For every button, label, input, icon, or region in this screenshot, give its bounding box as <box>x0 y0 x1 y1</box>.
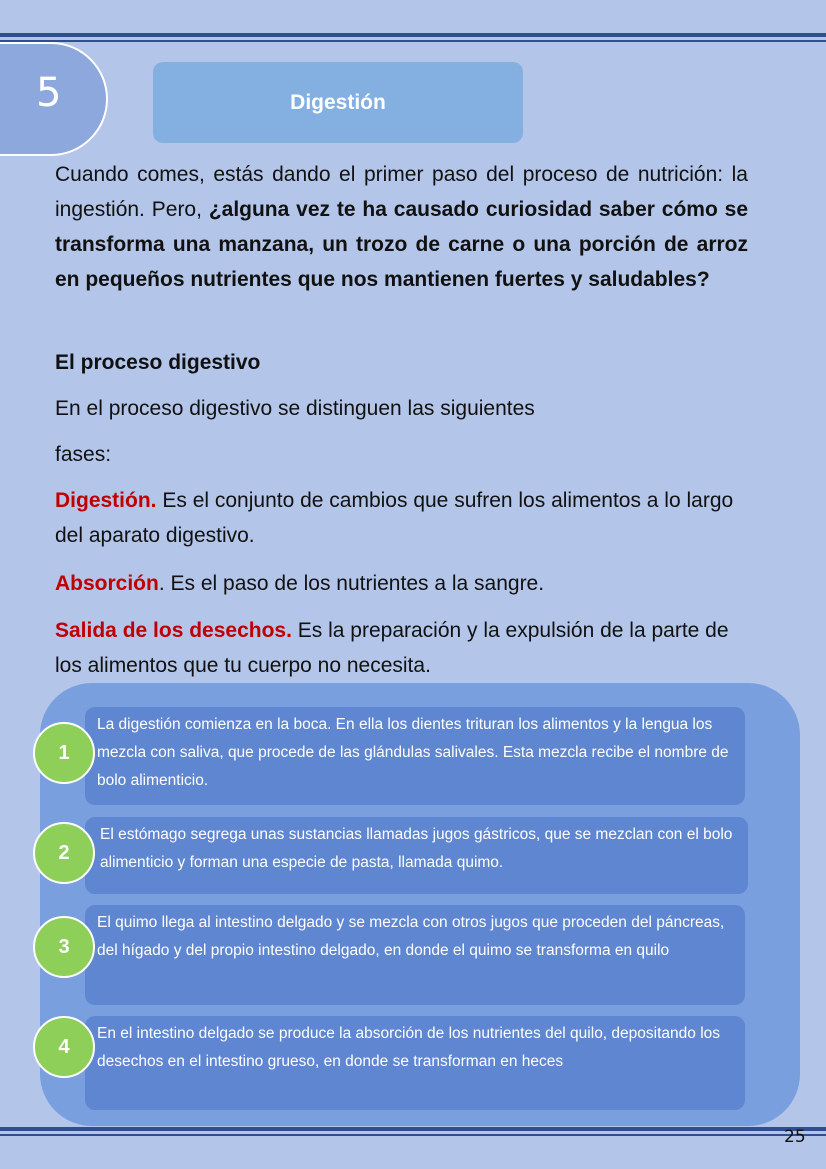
phase-definition: Es la preparación y la expulsión de la parte de los alimentos que tu cuerpo no necesita. <box>55 619 729 677</box>
step-badge-3 <box>33 916 95 978</box>
step-badge-4 <box>33 1016 95 1078</box>
step-number: 3 <box>58 935 70 958</box>
phase-absorcion <box>55 566 748 601</box>
phase-definition: . Es el paso de los nutrientes a la sangre. <box>158 572 545 595</box>
step-number: 1 <box>58 741 70 764</box>
phase-definition: Es el conjunto de cambios que sufren los alimentos a lo largo del aparato digestivo. <box>55 489 734 547</box>
step-card-2 <box>85 817 748 894</box>
step-text: En el intestino delgado se produce la absorción de los nutrientes del quilo, depositando los desechos en el intestino grueso, en donde se transforman en heces <box>97 1025 721 1070</box>
step-text: La digestión comienza en la boca. En ella los dientes trituran los alimentos y la lengua los mezcla con saliva, que procede de las glándulas salivales. Esta mezcla recibe el nombre de bolo alimenticio. <box>97 716 729 789</box>
title-box <box>153 62 523 143</box>
bottom-divider <box>0 1127 826 1136</box>
step-badge-2 <box>33 822 95 884</box>
step-number: 2 <box>58 841 70 864</box>
step-card-1 <box>85 707 745 805</box>
phases-intro-line2: fases: <box>55 443 112 466</box>
step-card-4 <box>85 1016 745 1110</box>
phases-intro-line1: En el proceso digestivo se distinguen las siguientes <box>55 397 535 420</box>
section-heading: El proceso digestivo <box>55 351 261 374</box>
step-text: El quimo llega al intestino delgado y se mezcla con otros jugos que proceden del páncreas, del hígado y del propio intestino delgado, en donde el quimo se transforma en quilo <box>97 914 725 959</box>
step-badge-1 <box>33 722 95 784</box>
phase-term: Absorción <box>55 572 159 595</box>
intro-paragraph <box>55 157 748 297</box>
step-card-3 <box>85 905 745 1005</box>
step-text: El estómago segrega unas sustancias llamadas jugos gástricos, que se mezclan con el bolo alimenticio y forman una especie de pasta, llamada quimo. <box>100 826 733 871</box>
chapter-number: 5 <box>36 70 62 116</box>
intro-question: ¿alguna vez te ha causado curiosidad saber cómo se transforma una manzana, un trozo de carne o una porción de arroz en pequeños nutrientes que nos mantienen fuertes y saludables? <box>55 198 748 291</box>
phase-term: Digestión. <box>55 489 157 512</box>
page-title: Digestión <box>290 90 386 114</box>
page-number: 25 <box>784 1127 806 1147</box>
phase-salida <box>55 613 748 683</box>
phase-term: Salida de los desechos. <box>55 619 292 642</box>
phase-digestion <box>55 483 748 553</box>
intro-text: Cuando comes, estás dando el primer paso del proceso de nutrición: la ingestión. Pero, <box>55 163 748 221</box>
top-divider <box>0 33 826 42</box>
step-number: 4 <box>58 1035 70 1058</box>
